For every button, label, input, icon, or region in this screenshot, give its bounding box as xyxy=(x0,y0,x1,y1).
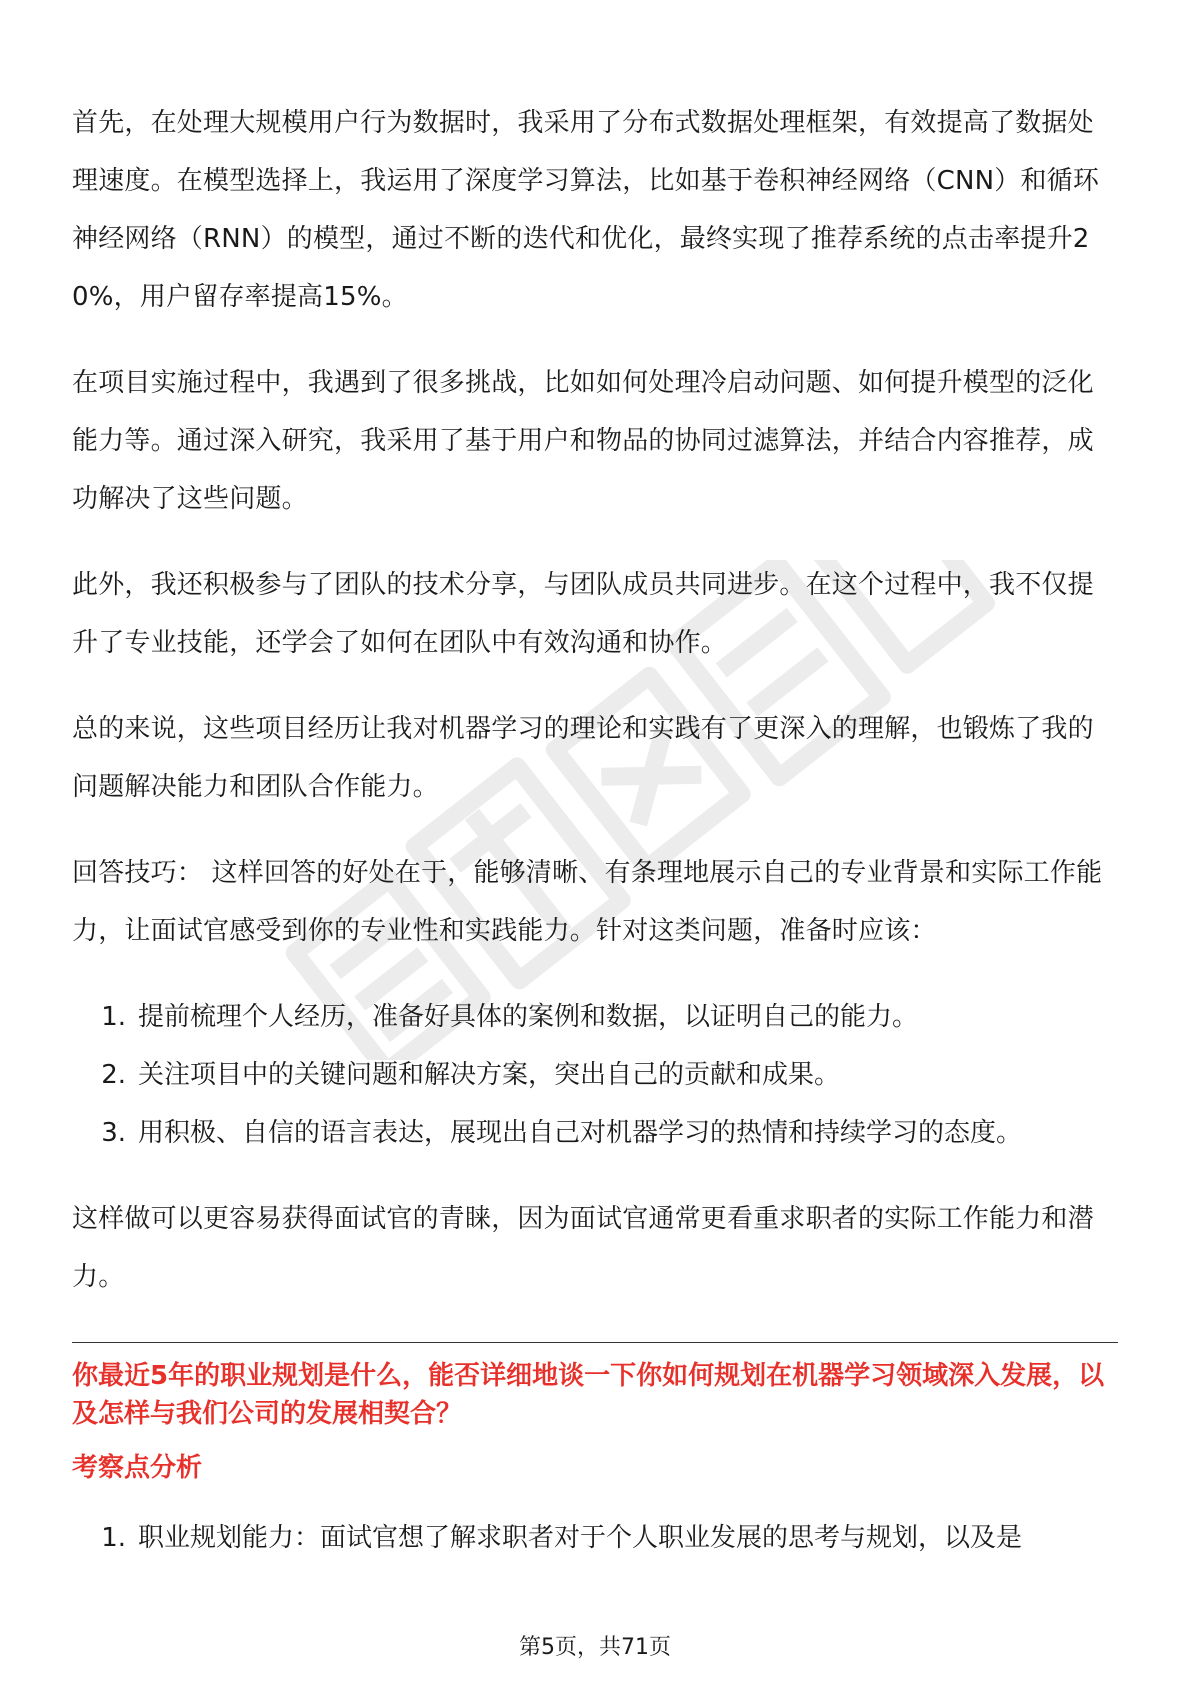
list-item xyxy=(72,1509,1118,1567)
tips-list xyxy=(72,988,1118,1162)
list-text: 提前梳理个人经历，准备好具体的案例和数据，以证明自己的能力。 xyxy=(138,1002,919,1032)
list-item xyxy=(72,1104,1118,1162)
paragraph-team-sharing: 此外，我还积极参与了团队的技术分享，与团队成员共同进步。在这个过程中，我不仅提升了专业技能，还学会了如何在团队中有效沟通和协作。 xyxy=(72,570,1094,658)
list-number: 1. xyxy=(101,1523,126,1553)
list-text: 职业规划能力：面试官想了解求职者对于个人职业发展的思考与规划，以及是 xyxy=(138,1523,1023,1553)
list-text: 关注项目中的关键问题和解决方案，突出自己的贡献和成果。 xyxy=(138,1060,841,1090)
paragraph-project-approach: 首先，在处理大规模用户行为数据时，我采用了分布式数据处理框架，有效提高了数据处理速度。在模型选择上，我运用了深度学习算法，比如基于卷积神经网络（CNN）和循环神经网络（RNN）的模型，通过不断的迭代和优化，最终实现了推荐系统的点击率提升20%，用户留存率提高15%。 xyxy=(72,108,1100,312)
list-number: 1. xyxy=(101,1002,126,1032)
question-heading: 你最近5年的职业规划是什么，能否详细地谈一下你如何规划在机器学习领域深入发展，以及怎样与我们公司的发展相契合？ xyxy=(72,1361,1105,1429)
list-number: 3. xyxy=(101,1118,126,1148)
list-item xyxy=(72,1046,1118,1104)
analysis-list xyxy=(72,1509,1118,1567)
page-number-footer: 第5页，共71页 xyxy=(519,1635,671,1660)
paragraph-closing: 这样做可以更容易获得面试官的青睐，因为面试官通常更看重求职者的实际工作能力和潜力。 xyxy=(72,1204,1094,1292)
list-item xyxy=(72,988,1118,1046)
paragraph-challenges: 在项目实施过程中，我遇到了很多挑战，比如如何处理冷启动问题、如何提升模型的泛化能力等。通过深入研究，我采用了基于用户和物品的协同过滤算法，并结合内容推荐，成功解决了这些问题。 xyxy=(72,368,1094,514)
paragraph-summary: 总的来说，这些项目经历让我对机器学习的理论和实践有了更深入的理解，也锻炼了我的问题解决能力和团队合作能力。 xyxy=(72,714,1094,802)
section-divider xyxy=(72,1342,1118,1343)
analysis-heading: 考察点分析 xyxy=(72,1453,203,1483)
document-body xyxy=(72,94,1118,1567)
list-number: 2. xyxy=(101,1060,126,1090)
list-text: 用积极、自信的语言表达，展现出自己对机器学习的热情和持续学习的态度。 xyxy=(138,1118,1023,1148)
paragraph-answer-tips: 回答技巧： 这样回答的好处在于，能够清晰、有条理地展示自己的专业背景和实际工作能力，让面试官感受到你的专业性和实践能力。针对这类问题，准备时应该： xyxy=(72,858,1103,946)
